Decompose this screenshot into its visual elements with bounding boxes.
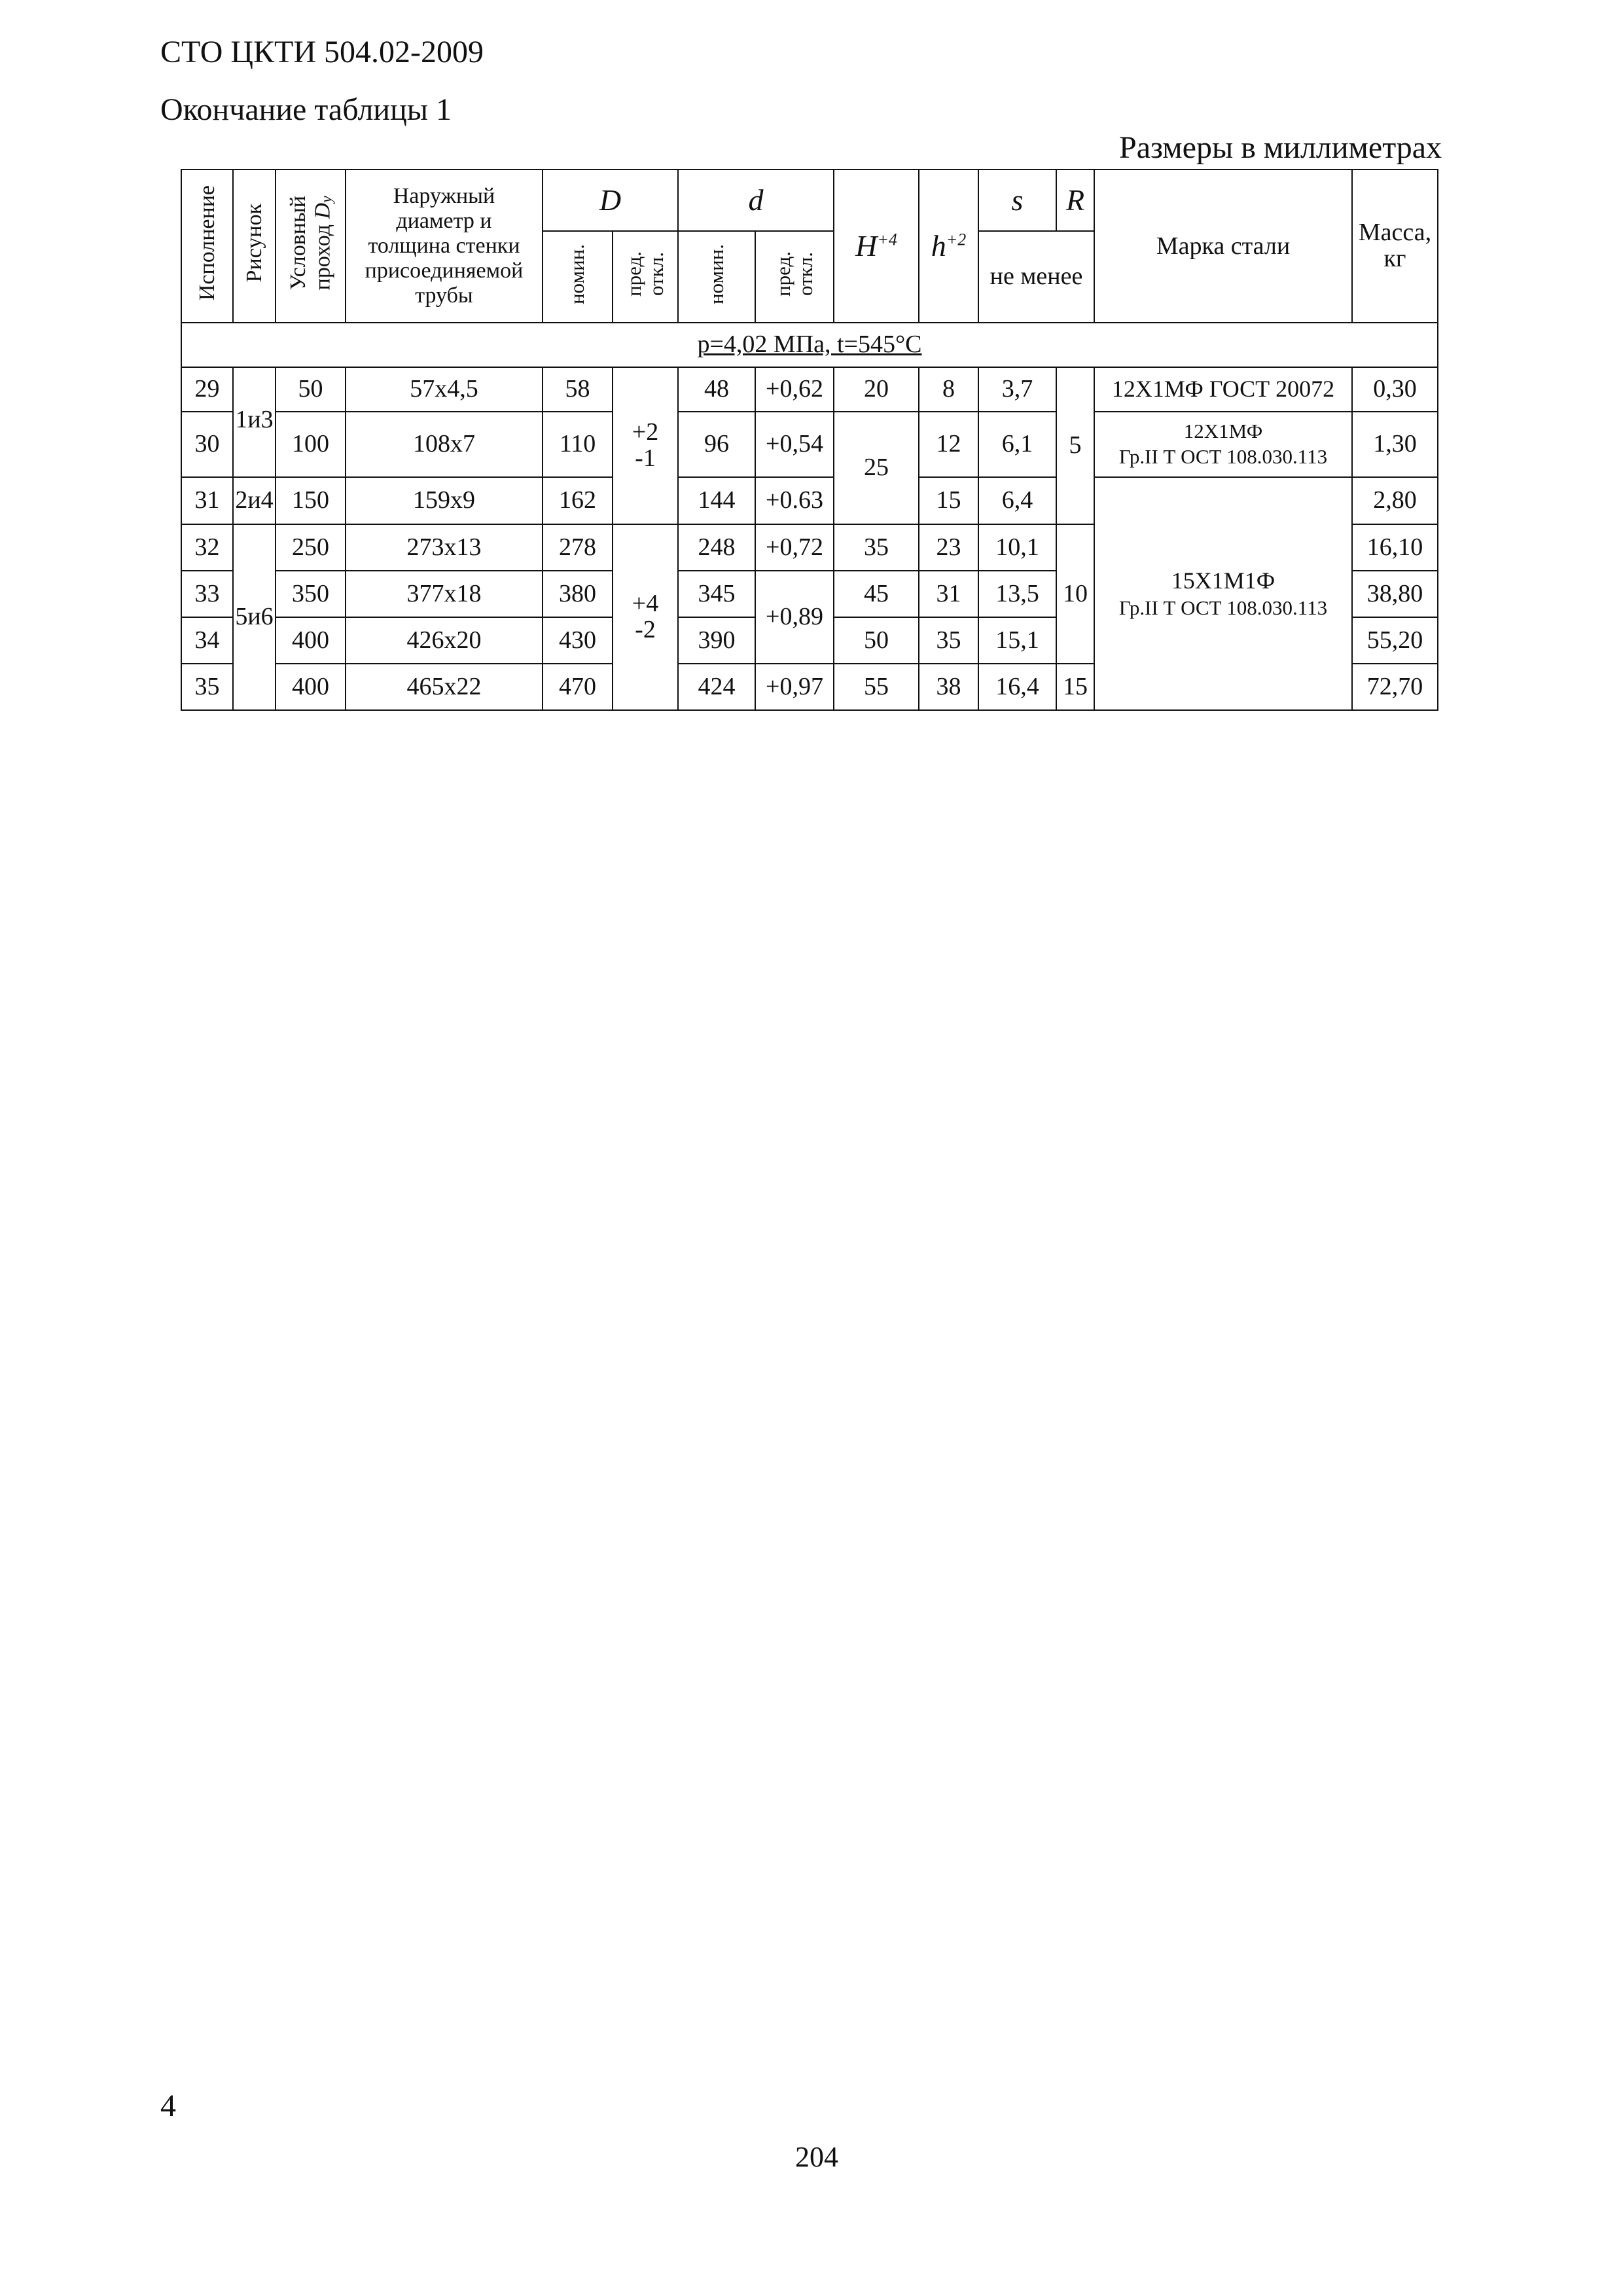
cell-d-dev: +0,97: [755, 664, 834, 710]
header-outer-diameter: Наружный диаметр и толщина стенки присоединяемой трубы: [346, 170, 543, 323]
cell-H: 35: [834, 524, 919, 571]
cell-H: 25: [834, 412, 919, 524]
cell-mass: 0,30: [1352, 367, 1438, 412]
header-dy: Условный проход $D_у$: [276, 170, 346, 323]
header-risunok: Рисунок: [233, 170, 276, 323]
cell-h: 12: [919, 412, 978, 477]
header-row-1: [181, 170, 1438, 231]
cell-dy: 350: [276, 571, 346, 617]
units-note: Размеры в миллиметрах: [1119, 130, 1442, 165]
cell-ispolnenie: 32: [181, 524, 233, 571]
cell-pipe: 57х4,5: [346, 367, 543, 412]
cell-s: 16,4: [978, 664, 1056, 710]
cell-R: 10: [1056, 524, 1094, 664]
cell-h: 23: [919, 524, 978, 571]
cell-s: 3,7: [978, 367, 1056, 412]
cell-D-nom: 278: [543, 524, 613, 571]
header-R: R: [1056, 170, 1094, 231]
table-row: [181, 412, 1438, 477]
header-d-nomin: номин.: [678, 231, 755, 323]
cell-ispolnenie: 35: [181, 664, 233, 710]
cell-d-dev: +0.63: [755, 477, 834, 524]
cell-d-nom: 390: [678, 617, 755, 664]
table-continuation-label: Окончание таблицы 1: [160, 92, 452, 127]
header-d: d: [678, 170, 834, 231]
cell-d-nom: 424: [678, 664, 755, 710]
cell-D-dev: +2 -1: [613, 367, 678, 524]
header-s: s: [978, 170, 1056, 231]
cell-pipe: 108х7: [346, 412, 543, 477]
header-h: $h^{+2}$: [919, 170, 978, 323]
table-row: [181, 477, 1438, 524]
cell-s: 13,5: [978, 571, 1056, 617]
cell-h: 35: [919, 617, 978, 664]
cell-D-dev: +4 -2: [613, 524, 678, 710]
cell-h: 38: [919, 664, 978, 710]
cell-mass: 55,20: [1352, 617, 1438, 664]
cell-dy: 50: [276, 367, 346, 412]
cell-H: 20: [834, 367, 919, 412]
cell-D-nom: 380: [543, 571, 613, 617]
cell-steel: 12Х1МФ Гр.II Т ОСТ 108.030.113: [1094, 412, 1352, 477]
cell-ispolnenie: 34: [181, 617, 233, 664]
cell-steel: 12Х1МФ ГОСТ 20072: [1094, 367, 1352, 412]
condition-row: [181, 323, 1438, 367]
cell-D-nom: 470: [543, 664, 613, 710]
cell-risunok: 2и4: [233, 477, 276, 524]
cell-R: 15: [1056, 664, 1094, 710]
cell-pipe: 159х9: [346, 477, 543, 524]
cell-D-nom: 430: [543, 617, 613, 664]
cell-h: 31: [919, 571, 978, 617]
cell-d-nom: 345: [678, 571, 755, 617]
cell-ispolnenie: 29: [181, 367, 233, 412]
cell-ispolnenie: 31: [181, 477, 233, 524]
header-D-nomin: номин.: [543, 231, 613, 323]
cell-s: 6,4: [978, 477, 1056, 524]
cell-mass: 1,30: [1352, 412, 1438, 477]
cell-mass: 72,70: [1352, 664, 1438, 710]
cell-d-nom: 48: [678, 367, 755, 412]
document-code: СТО ЦКТИ 504.02-2009: [160, 35, 484, 69]
table-row: [181, 367, 1438, 412]
cell-s: 10,1: [978, 524, 1056, 571]
cell-d-nom: 96: [678, 412, 755, 477]
cell-H: 55: [834, 664, 919, 710]
page-number: 204: [795, 2141, 838, 2173]
header-d-pred: пред. откл.: [755, 231, 834, 323]
cell-D-nom: 110: [543, 412, 613, 477]
cell-d-nom: 248: [678, 524, 755, 571]
cell-H: 45: [834, 571, 919, 617]
cell-d-dev: +0,72: [755, 524, 834, 571]
cell-dy: 400: [276, 664, 346, 710]
cell-pipe: 377х18: [346, 571, 543, 617]
cell-pipe: 273х13: [346, 524, 543, 571]
cell-dy: 150: [276, 477, 346, 524]
cell-s: 15,1: [978, 617, 1056, 664]
cell-mass: 38,80: [1352, 571, 1438, 617]
cell-ispolnenie: 30: [181, 412, 233, 477]
cell-dy: 100: [276, 412, 346, 477]
cell-ispolnenie: 33: [181, 571, 233, 617]
cell-risunok: 5и6: [233, 524, 276, 710]
header-D: D: [543, 170, 678, 231]
cell-d-dev: +0,89: [755, 571, 834, 664]
cell-D-nom: 162: [543, 477, 613, 524]
cell-R: 5: [1056, 367, 1094, 524]
condition-label: p=4,02 МПа, t=545°C: [181, 323, 1438, 367]
cell-d-dev: +0,62: [755, 367, 834, 412]
cell-H: 50: [834, 617, 919, 664]
cell-pipe: 426х20: [346, 617, 543, 664]
cell-d-dev: +0,54: [755, 412, 834, 477]
cell-d-nom: 144: [678, 477, 755, 524]
cell-risunok: 1и3: [233, 367, 276, 477]
header-ne-menee: не менее: [978, 231, 1094, 323]
cell-dy: 250: [276, 524, 346, 571]
header-steel: Марка стали: [1094, 170, 1352, 323]
cell-mass: 2,80: [1352, 477, 1438, 524]
cell-dy: 400: [276, 617, 346, 664]
cell-mass: 16,10: [1352, 524, 1438, 571]
cell-h: 8: [919, 367, 978, 412]
cell-D-nom: 58: [543, 367, 613, 412]
cell-pipe: 465х22: [346, 664, 543, 710]
dimensions-table: [181, 169, 1438, 711]
cell-s: 6,1: [978, 412, 1056, 477]
header-mass: Масса, кг: [1352, 170, 1438, 323]
header-ispolnenie: Исполнение: [181, 170, 233, 323]
cell-h: 15: [919, 477, 978, 524]
cell-steel: 15Х1М1Ф Гр.II Т ОСТ 108.030.113: [1094, 477, 1352, 710]
header-D-pred: пред. откл.: [613, 231, 678, 323]
page-side-number: 4: [160, 2089, 176, 2123]
header-H: $H^{+4}$: [834, 170, 919, 323]
